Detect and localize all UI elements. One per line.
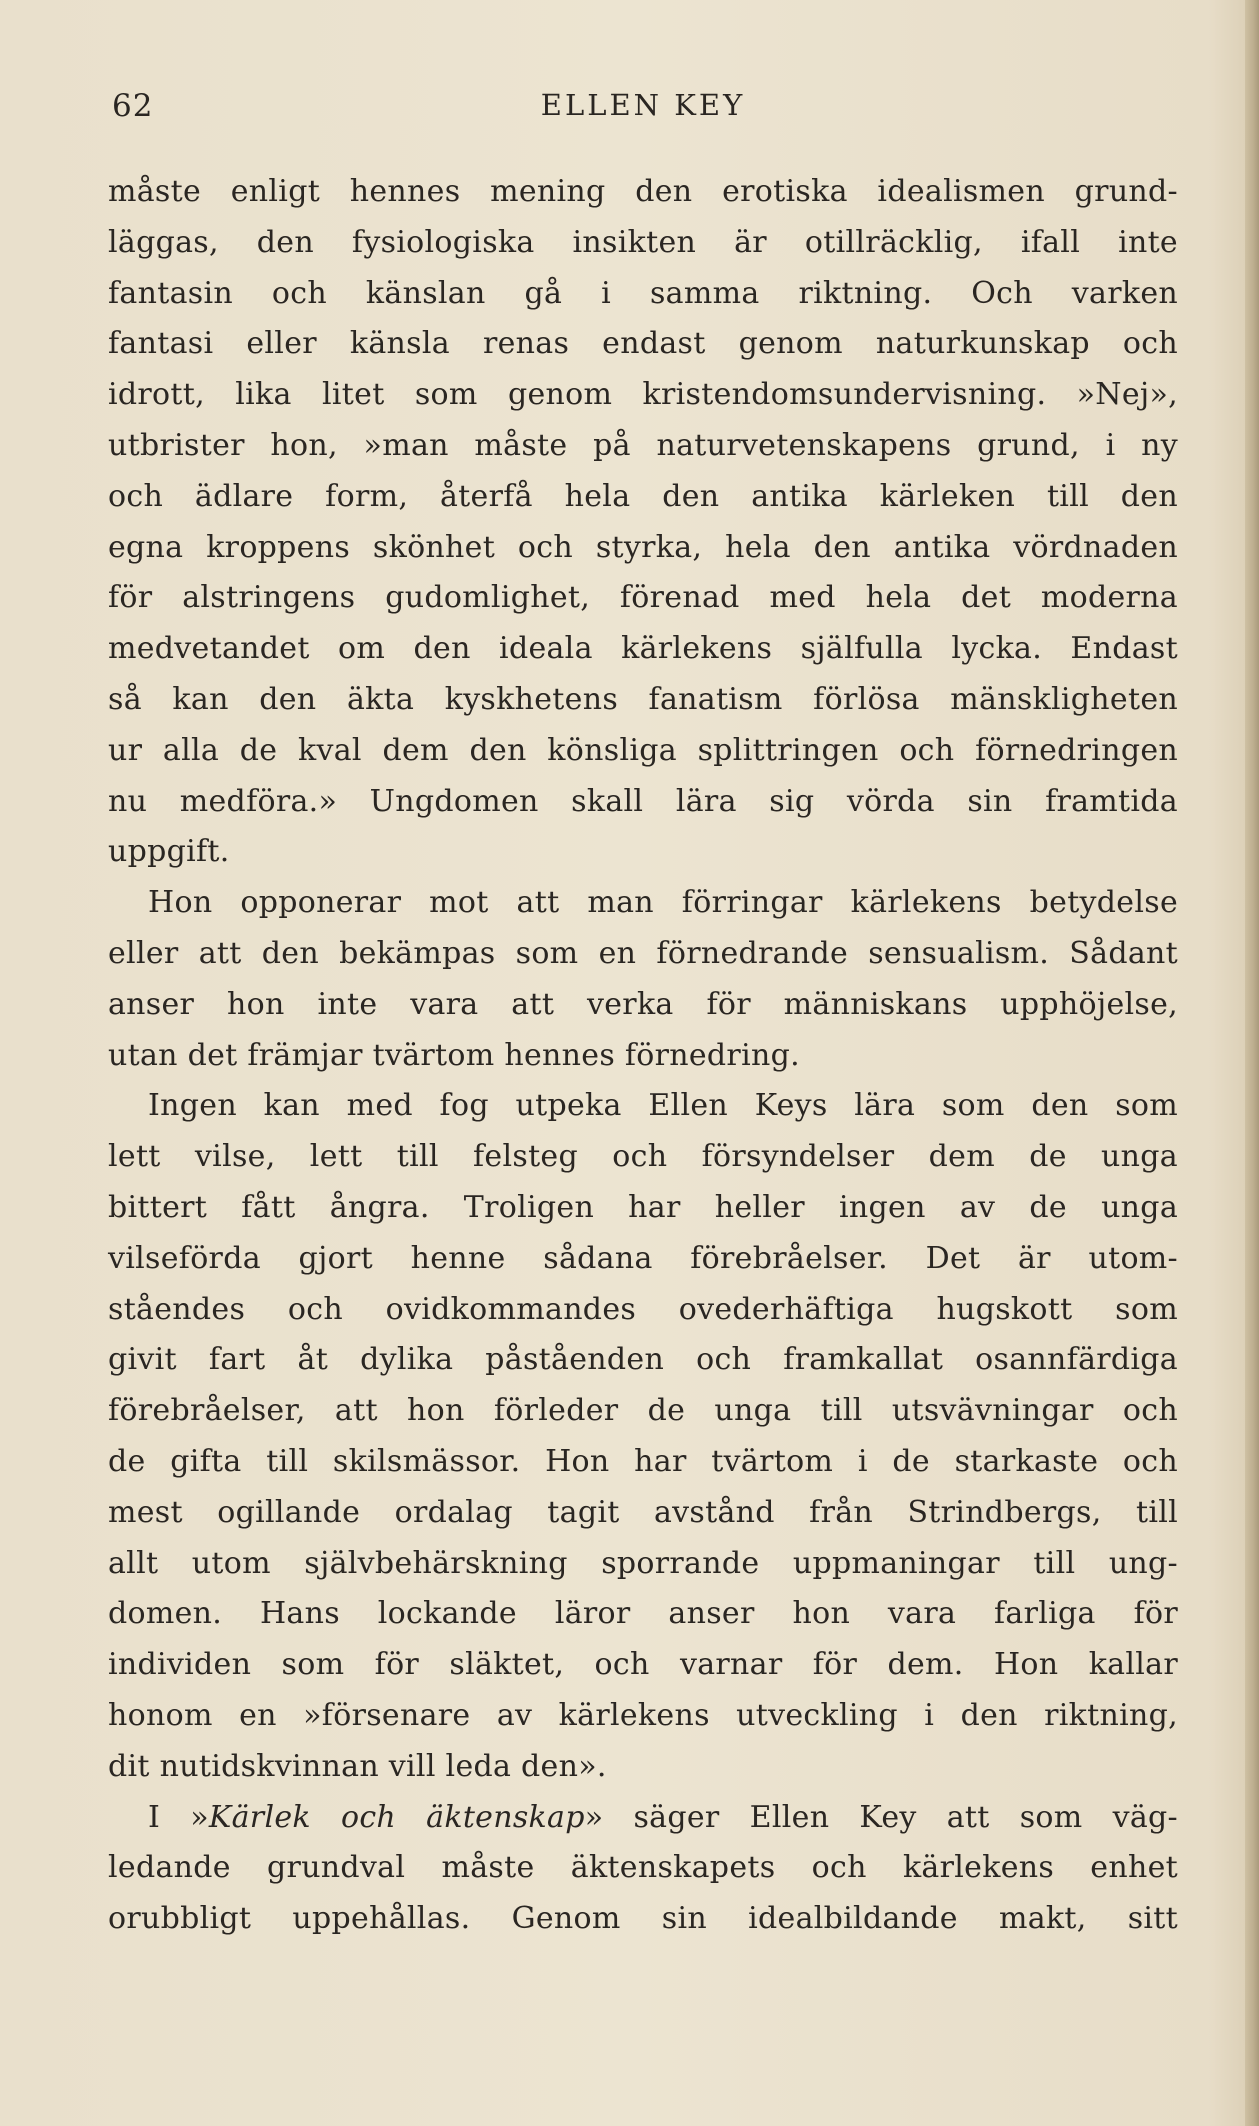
text-line: egna kroppens skönhet och styrka, hela den antika vördnaden: [108, 529, 1178, 565]
text-line: bittert fått ångra. Troligen har heller ingen av de unga: [108, 1189, 1178, 1225]
text-lines: [108, 167, 1178, 1793]
text-line: individen som för släktet, och varnar för dem. Hon kallar: [108, 1647, 1178, 1683]
text-line: läggas, den fysiologiska insikten är otillräcklig, ifall inte: [108, 224, 1178, 260]
text-line: domen. Hans lockande läror anser hon vara farliga för: [108, 1596, 1178, 1632]
text-line: honom en »försenare av kärlekens utveckling i den riktning,: [108, 1697, 1178, 1733]
text-line: ur alla de kval dem den könsliga splittringen och förnedringen: [108, 732, 1178, 768]
page-header: [108, 88, 1178, 128]
text-line: lett vilse, lett till felsteg och försyndelser dem de unga: [108, 1139, 1178, 1175]
text-line: allt utom självbehärskning sporrande uppmaningar till ung-: [108, 1545, 1178, 1581]
text-line: fantasin och känslan gå i samma riktning. Och varken: [108, 275, 1178, 311]
text-line: ledande grundval måste äktenskapets och kärlekens enhet: [108, 1850, 1178, 1886]
text-line: givit fart åt dylika påståenden och framkallat osannfärdiga: [108, 1342, 1178, 1378]
text-line: orubbligt uppehållas. Genom sin idealbildande makt, sitt: [108, 1901, 1178, 1937]
text-line: Ingen kan med fog utpeka Ellen Keys lära som den som: [148, 1088, 1178, 1124]
text-line: utan det främjar tvärtom hennes förnedring.: [108, 1037, 800, 1073]
page-edge: [1245, 0, 1259, 2126]
page-number: 62: [112, 88, 154, 124]
text-line: idrott, lika litet som genom kristendomsundervisning. »Nej»,: [108, 377, 1178, 413]
text-line: dit nutidskvinnan vill leda den».: [108, 1748, 607, 1784]
text-line: så kan den äkta kyskhetens fanatism förlösa mänskligheten: [108, 681, 1178, 717]
running-head: ELLEN KEY: [540, 88, 746, 122]
text-line: mest ogillande ordalag tagit avstånd från Strindbergs, till: [108, 1494, 1178, 1530]
text-line: förebråelser, att hon förleder de unga till utsvävningar och: [108, 1393, 1178, 1429]
text-line: uppgift.: [108, 834, 230, 870]
text-line: I »Kärlek och äktenskap» säger Ellen Key att som väg-: [148, 1799, 1178, 1835]
text-line: ståendes och ovidkommandes ovederhäftiga hugskott som: [108, 1291, 1178, 1327]
book-title: Kärlek och äktenskap: [208, 1799, 585, 1835]
text-line: fantasi eller känsla renas endast genom naturkunskap och: [108, 326, 1178, 362]
text-line: för alstringens gudomlighet, förenad med hela det moderna: [108, 580, 1178, 616]
text-line: och ädlare form, återfå hela den antika kärleken till den: [108, 478, 1178, 514]
text-line: Hon opponerar mot att man förringar kärlekens betydelse: [148, 885, 1178, 921]
body-text: [108, 167, 1178, 1945]
text-line: de gifta till skilsmässor. Hon har tvärtom i de starkaste och: [108, 1443, 1178, 1479]
text-line: anser hon inte vara att verka för människans upphöjelse,: [108, 986, 1178, 1022]
text-line: vilseförda gjort henne sådana förebråelser. Det är utom-: [108, 1240, 1178, 1276]
text-line: nu medföra.» Ungdomen skall lära sig vörda sin framtida: [108, 783, 1178, 819]
text-line: måste enligt hennes mening den erotiska idealismen grund-: [108, 174, 1178, 209]
text-line: eller att den bekämpas som en förnedrande sensualism. Sådant: [108, 935, 1178, 971]
text-line: utbrister hon, »man måste på naturvetenskapens grund, i ny: [108, 427, 1178, 463]
text-line: medvetandet om den ideala kärlekens själfulla lycka. Endast: [108, 631, 1178, 667]
